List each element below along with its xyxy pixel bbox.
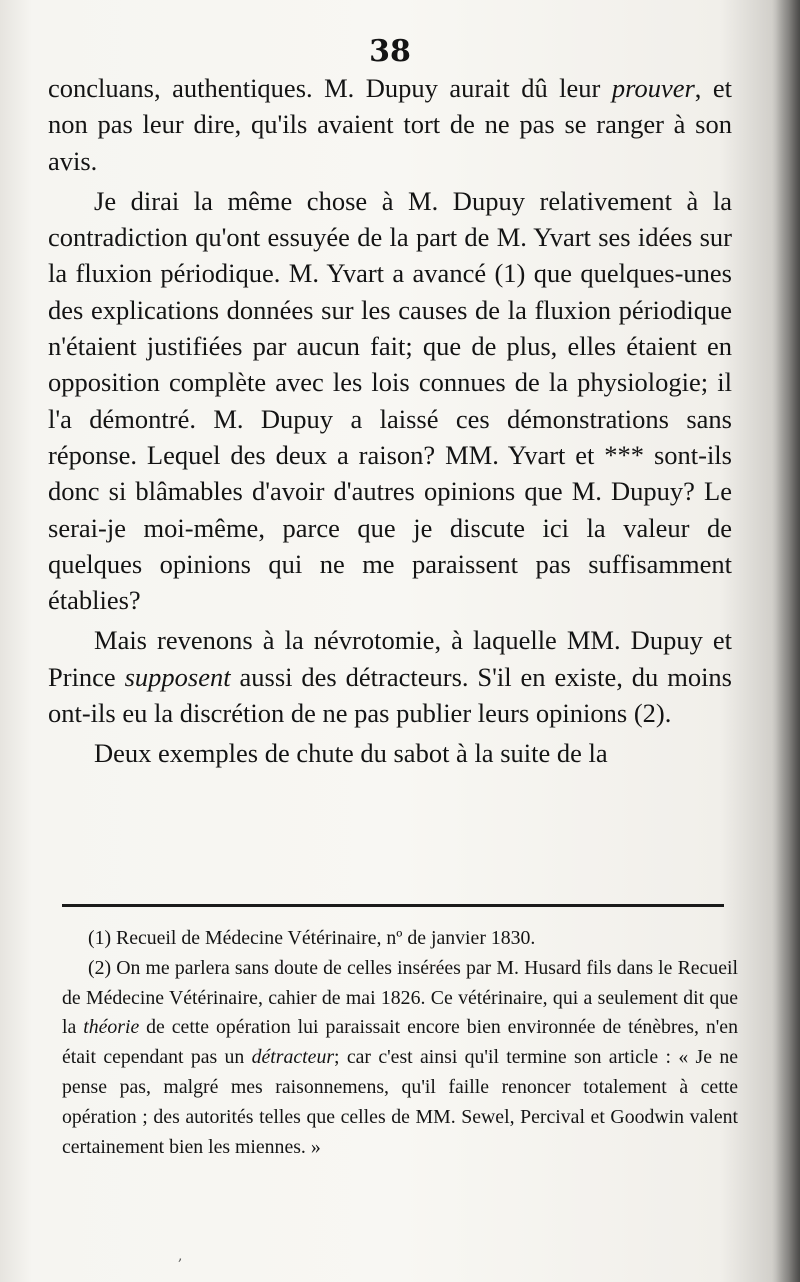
page-number: 38 [369, 34, 411, 69]
footnotes [62, 924, 738, 1162]
footnote [62, 954, 738, 1163]
body-text [48, 70, 732, 776]
text-run: Mais revenons à la névrotomie, à laquelle MM. Dupuy et Prince [48, 625, 732, 692]
paragraph [48, 622, 732, 731]
text-run: Je dirai la même chose à M. Dupuy relativement à la contradiction qu'ont essuyée de la part de M. Yvart ses idées sur la fluxion périodique. M. Yvart a avancé (1) que quelques-unes des explications données sur les causes de la fluxion périodique n'étaient justifiées par aucun fait; que de plus, elles étaient en opposition complète avec les lois connues de la physiologie; il l'a démontré. M. Dupuy a laissé ces démonstrations sans réponse. Lequel des deux a raison? MM. Yvart et *** sont-ils donc si blâmables d'avoir d'autres opinions que M. Dupuy? Le serai-je moi-même, parce que je discute ici la valeur de quelques opinions qui ne me paraissent pas suffisamment établies? [48, 185, 732, 616]
text-run: concluans, authentiques. M. Dupuy aurait dû leur [48, 73, 612, 103]
page-edge-shadow [772, 0, 800, 1282]
text-run: de cette opération lui paraissait encore bien environnée de ténèbres, n'en était cependant pas un [62, 1016, 738, 1069]
paragraph [48, 70, 732, 179]
text-run: ; car c'est ainsi qu'il termine son article : « Je ne pense pas, malgré mes raisonnemens, qu'il faille renoncer totalement à cette opération ; des autorités telles que celles de MM. Sewel, Percival et Goodwin valent certainement bien les miennes. » [62, 1046, 739, 1158]
text-run: (2) On me parlera sans doute de celles insérées par M. Husard fils dans le Recueil de Médecine Vétérinaire, cahier de mai 1826. Ce vétérinaire, qui a seulement dit que la [62, 956, 738, 1039]
footnote-rule [62, 904, 724, 907]
italic-text: théorie [83, 1016, 140, 1039]
italic-text: prouver [611, 73, 695, 103]
italic-text: détracteur [251, 1046, 335, 1069]
paragraph [48, 183, 732, 619]
text-run: (1) Recueil de Médecine Vétérinaire, nº de janvier 1830. [88, 927, 536, 949]
printing-mark: , [178, 1248, 183, 1264]
italic-text: supposent [124, 661, 231, 692]
footnote [62, 924, 738, 954]
text-run: , et non pas leur dire, qu'ils avaient tort de ne pas se ranger à son avis. [48, 73, 733, 176]
text-run: Deux exemples de chute du sabot à la suite de la [94, 738, 608, 769]
paragraph [48, 735, 732, 771]
text-run: aussi des détracteurs. S'il en existe, du moins ont-ils eu la discrétion de ne pas publier leurs opinions (2). [48, 661, 732, 729]
